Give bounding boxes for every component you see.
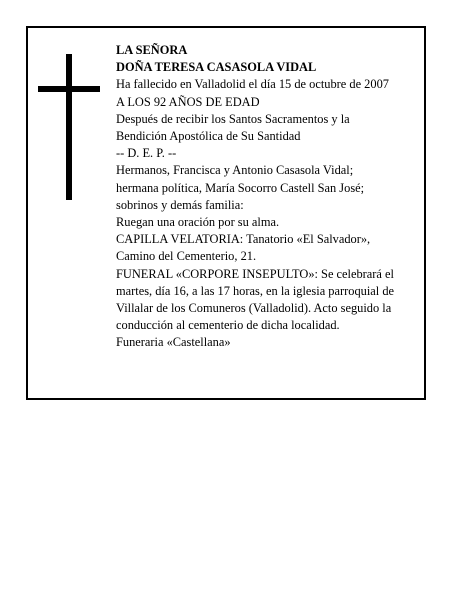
- death-announcement: Ha fallecido en Valladolid el día 15 de octubre de 2007: [116, 77, 389, 92]
- funeral-line-2: martes, día 16, a las 17 horas, en la iglesia parroquial de: [116, 283, 395, 298]
- notice-text: [116, 42, 424, 352]
- family-line-2: hermana política, María Socorro Castell San José;: [116, 180, 365, 195]
- deceased-name: DOÑA TERESA CASASOLA VIDAL: [116, 60, 317, 75]
- rip-line: -- D. E. P. --: [116, 146, 177, 161]
- funeral-line-3: Villalar de los Comuneros (Valladolid). Acto seguido la: [116, 301, 392, 316]
- funeral-line-4: conducción al cementerio de dicha localidad.: [116, 318, 340, 333]
- family-line-3: sobrinos y demás familia:: [116, 197, 244, 212]
- funeral-home: Funeraria «Castellana»: [116, 335, 231, 350]
- obituary-notice: [26, 26, 426, 400]
- sacraments-line-1: Después de recibir los Santos Sacramentos y la: [116, 111, 350, 126]
- chapel-line-1: CAPILLA VELATORIA: Tanatorio «El Salvador»,: [116, 232, 371, 247]
- family-line-1: Hermanos, Francisca y Antonio Casasola Vidal;: [116, 163, 354, 178]
- funeral-line-1: FUNERAL «CORPORE INSEPULTO»: Se celebrará el: [116, 266, 394, 281]
- age-line: A LOS 92 AÑOS DE EDAD: [116, 94, 260, 109]
- prayer-request: Ruegan una oración por su alma.: [116, 215, 280, 230]
- cross-vertical-bar: [66, 54, 72, 200]
- sacraments-line-2: Bendición Apostólica de Su Santidad: [116, 129, 301, 144]
- cross-horizontal-bar: [38, 86, 100, 92]
- chapel-line-2: Camino del Cementerio, 21.: [116, 249, 257, 264]
- notice-heading-title: LA SEÑORA: [116, 43, 188, 57]
- cross-icon: [38, 54, 100, 200]
